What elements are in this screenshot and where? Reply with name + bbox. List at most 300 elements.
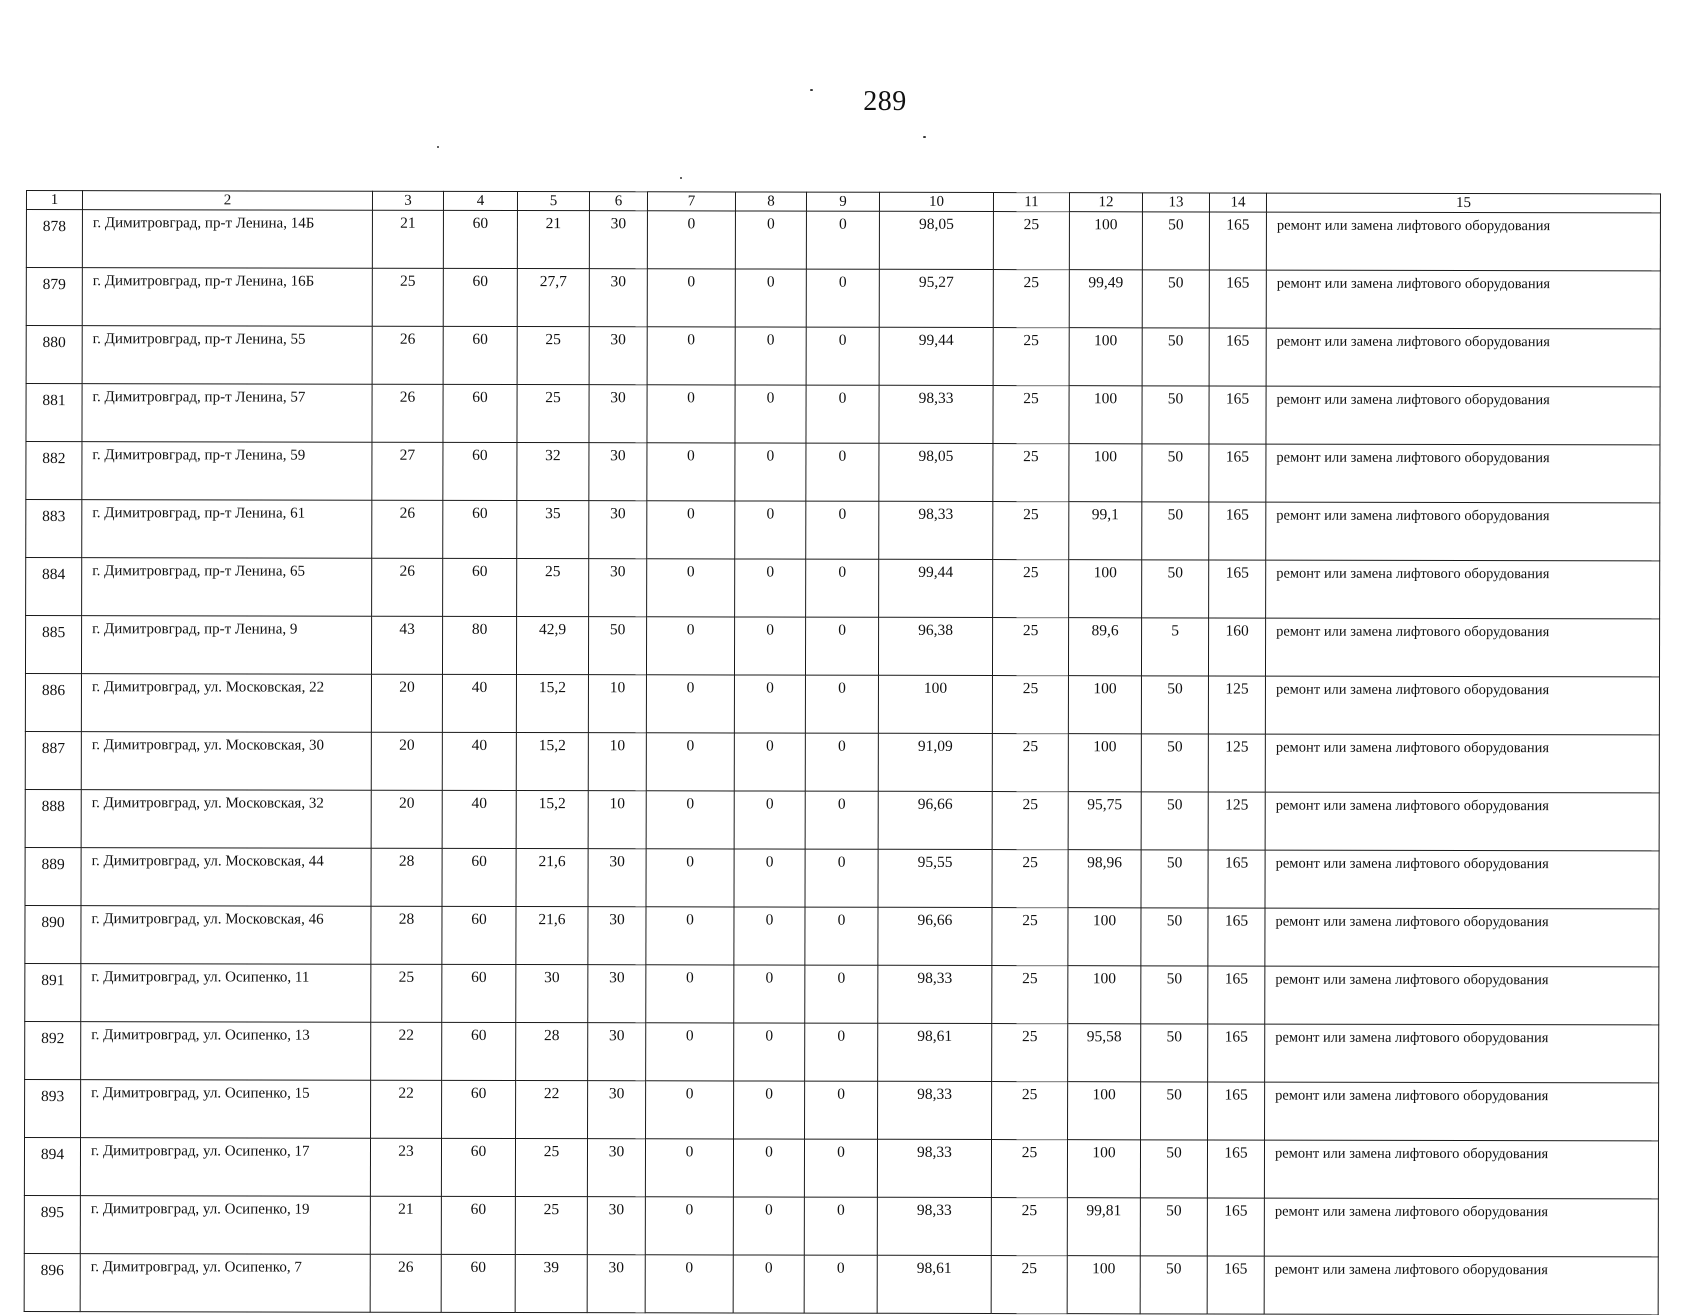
work-type-cell: ремонт или замена лифтового оборудования [1264,1198,1658,1257]
col13-cell: 50 [1142,328,1209,386]
col6-cell: 30 [589,559,647,617]
col10-cell: 91,09 [878,733,992,791]
col12-cell: 99,49 [1069,270,1142,328]
col4-cell: 60 [443,500,517,558]
col12-cell: 100 [1067,1256,1140,1314]
col9-cell: 0 [806,211,879,269]
col13-cell: 50 [1142,212,1209,270]
col11-cell: 25 [993,444,1069,502]
col9-cell: 0 [805,1023,878,1081]
col9-cell: 0 [805,733,878,791]
col5-cell: 25 [517,327,589,385]
col13-cell: 50 [1141,676,1208,734]
scan-speck [437,146,439,148]
col10-cell: 96,66 [878,907,992,965]
col7-cell: 0 [646,733,734,791]
work-type-cell: ремонт или замена лифтового оборудования [1265,850,1659,909]
address-cell: г. Димитровград, ул. Московская, 46 [81,906,371,965]
col12-cell: 98,96 [1068,850,1141,908]
col4-cell: 60 [441,1196,515,1254]
col5-cell: 15,2 [516,675,588,733]
col12-cell: 89,6 [1068,618,1141,676]
col12-cell: 95,58 [1068,1024,1141,1082]
col9-cell: 0 [804,1255,877,1313]
col14-cell: 165 [1208,850,1265,908]
table-row [26,500,1660,561]
address-cell: г. Димитровград, ул. Московская, 30 [81,732,371,791]
col13-cell: 50 [1141,850,1208,908]
column-header-12: 12 [1069,193,1142,212]
address-cell: г. Димитровград, пр-т Ленина, 65 [82,558,372,617]
address-cell: г. Димитровград, ул. Московская, 32 [81,790,371,849]
column-header-14: 14 [1209,193,1266,212]
col12-cell: 99,1 [1069,502,1142,560]
col12-cell: 100 [1069,444,1142,502]
col4-cell: 80 [442,616,516,674]
col10-cell: 98,05 [879,443,993,501]
table-row [26,442,1660,503]
col11-cell: 25 [991,1198,1067,1256]
scan-speck [680,177,682,179]
col4-cell: 60 [441,1138,515,1196]
col6-cell: 50 [588,617,646,675]
col11-cell: 25 [992,966,1068,1024]
col5-cell: 15,2 [516,791,588,849]
row-number-cell: 893 [25,1079,81,1137]
work-type-cell: ремонт или замена лифтового оборудования [1265,1024,1659,1083]
col10-cell: 98,33 [878,1081,992,1139]
address-cell: г. Димитровград, пр-т Ленина, 55 [82,326,372,385]
col5-cell: 25 [515,1197,587,1255]
col5-cell: 27,7 [517,269,589,327]
col14-cell: 165 [1209,386,1266,444]
address-cell: г. Димитровград, ул. Осипенко, 17 [80,1138,370,1197]
col10-cell: 96,66 [878,791,992,849]
col10-cell: 95,55 [878,849,992,907]
col5-cell: 25 [517,385,589,443]
table-row [25,905,1659,966]
col14-cell: 165 [1208,1024,1265,1082]
col12-cell: 95,75 [1068,792,1141,850]
column-header-13: 13 [1142,193,1209,212]
col11-cell: 25 [993,328,1069,386]
col13-cell: 50 [1140,1140,1207,1198]
col3-cell: 23 [370,1138,441,1196]
col3-cell: 28 [371,906,442,964]
col5-cell: 21,6 [516,907,588,965]
col6-cell: 30 [587,1255,645,1313]
work-type-cell: ремонт или замена лифтового оборудования [1266,328,1660,387]
row-number-cell: 880 [26,326,82,384]
col5-cell: 30 [516,965,588,1023]
col5-cell: 22 [516,1081,588,1139]
col11-cell: 25 [991,1256,1067,1314]
data-table-container [24,190,1660,1315]
col11-cell: 25 [992,908,1068,966]
col14-cell: 165 [1209,444,1266,502]
col9-cell: 0 [806,501,879,559]
col12-cell: 100 [1069,386,1142,444]
col6-cell: 30 [588,849,646,907]
col8-cell: 0 [735,385,806,443]
table-row [24,1195,1658,1256]
col13-cell: 50 [1142,560,1209,618]
col10-cell: 98,61 [877,1255,991,1313]
col10-cell: 98,05 [879,211,993,269]
col7-cell: 0 [646,1081,734,1139]
table-row [25,1021,1659,1082]
col14-cell: 165 [1209,560,1266,618]
row-number-cell: 889 [25,847,81,905]
table-row [26,268,1660,329]
col3-cell: 22 [371,1080,442,1138]
col10-cell: 98,33 [879,501,993,559]
col14-cell: 165 [1207,1256,1264,1314]
table-row [25,963,1659,1024]
col6-cell: 30 [589,327,647,385]
col6-cell: 10 [588,675,646,733]
row-number-cell: 894 [24,1137,80,1195]
table-row [25,847,1659,908]
work-type-cell: ремонт или замена лифтового оборудования [1264,1256,1658,1315]
col6-cell: 30 [589,501,647,559]
col13-cell: 50 [1141,792,1208,850]
row-number-cell: 879 [26,268,82,326]
col8-cell: 0 [734,791,805,849]
col9-cell: 0 [806,559,879,617]
col6-cell: 30 [587,1139,645,1197]
col10-cell: 98,33 [877,1139,991,1197]
col4-cell: 40 [442,732,516,790]
col7-cell: 0 [647,211,735,269]
col7-cell: 0 [646,907,734,965]
address-cell: г. Димитровград, ул. Осипенко, 7 [80,1254,370,1313]
column-header-4: 4 [443,191,517,210]
col12-cell: 100 [1068,1082,1141,1140]
col14-cell: 165 [1209,212,1266,270]
col4-cell: 60 [443,326,517,384]
column-header-6: 6 [589,192,647,211]
col14-cell: 125 [1208,734,1265,792]
table-row [26,384,1660,445]
table-row [25,1079,1659,1140]
col13-cell: 50 [1141,908,1208,966]
col6-cell: 30 [588,1023,646,1081]
col5-cell: 32 [517,443,589,501]
scan-speck [923,136,926,138]
col7-cell: 0 [646,617,734,675]
address-cell: г. Димитровград, пр-т Ленина, 14Б [82,210,372,269]
col3-cell: 25 [372,268,443,326]
work-type-cell: ремонт или замена лифтового оборудования [1265,734,1659,793]
work-type-cell: ремонт или замена лифтового оборудования [1265,676,1659,735]
col7-cell: 0 [647,327,735,385]
col11-cell: 25 [993,270,1069,328]
col12-cell: 99,81 [1067,1198,1140,1256]
col5-cell: 21 [517,211,589,269]
row-number-cell: 886 [25,674,81,732]
address-cell: г. Димитровград, пр-т Ленина, 16Б [82,268,372,327]
col11-cell: 25 [993,386,1069,444]
col14-cell: 165 [1209,270,1266,328]
work-type-cell: ремонт или замена лифтового оборудования [1266,502,1660,561]
col8-cell: 0 [735,211,806,269]
col8-cell: 0 [734,1023,805,1081]
col11-cell: 25 [993,502,1069,560]
row-number-cell: 895 [24,1195,80,1253]
col3-cell: 26 [370,1254,441,1312]
col9-cell: 0 [805,907,878,965]
col8-cell: 0 [734,965,805,1023]
col3-cell: 25 [371,964,442,1022]
col5-cell: 42,9 [516,617,588,675]
col12-cell: 100 [1068,908,1141,966]
row-number-cell: 888 [25,789,81,847]
table-row [26,558,1660,619]
address-cell: г. Димитровград, ул. Осипенко, 15 [81,1080,371,1139]
col3-cell: 26 [372,558,443,616]
col7-cell: 0 [647,501,735,559]
col12-cell: 100 [1068,734,1141,792]
col10-cell: 99,44 [879,327,993,385]
col7-cell: 0 [647,443,735,501]
col11-cell: 25 [992,792,1068,850]
col6-cell: 30 [588,907,646,965]
col9-cell: 0 [806,443,879,501]
col5-cell: 15,2 [516,733,588,791]
col5-cell: 28 [516,1023,588,1081]
col13-cell: 50 [1141,734,1208,792]
col6-cell: 10 [588,733,646,791]
col4-cell: 60 [441,1254,515,1312]
row-number-cell: 890 [25,905,81,963]
col9-cell: 0 [804,1197,877,1255]
col13-cell: 5 [1141,618,1208,676]
col10-cell: 95,27 [879,269,993,327]
column-header-15: 15 [1266,193,1660,213]
table-row [26,210,1660,271]
col12-cell: 100 [1069,328,1142,386]
col7-cell: 0 [646,1023,734,1081]
column-header-3: 3 [372,191,443,210]
address-cell: г. Димитровград, ул. Осипенко, 11 [81,964,371,1023]
work-type-cell: ремонт или замена лифтового оборудования [1264,1140,1658,1199]
col3-cell: 20 [371,790,442,848]
address-cell: г. Димитровград, ул. Осипенко, 19 [80,1196,370,1255]
col4-cell: 60 [443,384,517,442]
column-header-9: 9 [806,192,879,211]
table-body [24,210,1660,1315]
col7-cell: 0 [646,791,734,849]
col8-cell: 0 [734,907,805,965]
col13-cell: 50 [1141,1082,1208,1140]
col12-cell: 100 [1069,560,1142,618]
column-header-5: 5 [517,192,589,211]
table-row [25,731,1659,792]
work-type-cell: ремонт или замена лифтового оборудования [1266,560,1660,619]
col13-cell: 50 [1140,1256,1207,1314]
col6-cell: 30 [588,965,646,1023]
col8-cell: 0 [735,559,806,617]
work-type-cell: ремонт или замена лифтового оборудования [1266,212,1660,271]
col11-cell: 25 [993,560,1069,618]
column-header-1: 1 [26,191,82,210]
col4-cell: 40 [442,674,516,732]
col7-cell: 0 [646,849,734,907]
col3-cell: 43 [371,616,442,674]
col13-cell: 50 [1141,1024,1208,1082]
col13-cell: 50 [1142,270,1209,328]
col7-cell: 0 [646,965,734,1023]
col13-cell: 50 [1141,966,1208,1024]
col12-cell: 100 [1068,966,1141,1024]
col14-cell: 165 [1209,502,1266,560]
work-type-cell: ремонт или замена лифтового оборудования [1265,908,1659,967]
address-cell: г. Димитровград, пр-т Ленина, 61 [82,500,372,559]
col4-cell: 60 [442,1080,516,1138]
work-type-cell: ремонт или замена лифтового оборудования [1265,966,1659,1025]
col4-cell: 60 [443,558,517,616]
column-header-8: 8 [735,192,806,211]
col9-cell: 0 [806,269,879,327]
col7-cell: 0 [645,1255,733,1313]
col3-cell: 26 [372,326,443,384]
row-number-cell: 896 [24,1253,80,1311]
row-number-cell: 882 [26,442,82,500]
col8-cell: 0 [735,443,806,501]
work-type-cell: ремонт или замена лифтового оборудования [1265,1082,1659,1141]
col12-cell: 100 [1067,1140,1140,1198]
col8-cell: 0 [734,617,805,675]
col10-cell: 98,33 [877,1197,991,1255]
table-row [26,326,1660,387]
col12-cell: 100 [1068,676,1141,734]
col10-cell: 99,44 [879,559,993,617]
col5-cell: 25 [517,559,589,617]
col11-cell: 25 [992,1024,1068,1082]
row-number-cell: 881 [26,384,82,442]
col9-cell: 0 [805,849,878,907]
row-number-cell: 883 [26,500,82,558]
col9-cell: 0 [806,327,879,385]
row-number-cell: 887 [25,731,81,789]
col9-cell: 0 [805,791,878,849]
col4-cell: 60 [443,268,517,326]
col10-cell: 96,38 [878,617,992,675]
col14-cell: 125 [1208,792,1265,850]
col5-cell: 21,6 [516,849,588,907]
col14-cell: 165 [1207,1198,1264,1256]
address-cell: г. Димитровград, ул. Московская, 44 [81,848,371,907]
col6-cell: 10 [588,791,646,849]
col13-cell: 50 [1142,386,1209,444]
page-number: 289 [863,86,907,117]
col4-cell: 60 [442,964,516,1022]
work-type-cell: ремонт или замена лифтового оборудования [1265,792,1659,851]
col10-cell: 98,33 [878,965,992,1023]
col5-cell: 25 [515,1139,587,1197]
col4-cell: 60 [442,848,516,906]
col8-cell: 0 [734,675,805,733]
address-cell: г. Димитровград, пр-т Ленина, 57 [82,384,372,443]
table-row [25,616,1659,677]
col7-cell: 0 [647,559,735,617]
col3-cell: 22 [371,1022,442,1080]
col3-cell: 27 [372,442,443,500]
col14-cell: 165 [1208,1082,1265,1140]
col8-cell: 0 [733,1255,804,1313]
data-table [24,190,1661,1315]
col9-cell: 0 [805,617,878,675]
col4-cell: 60 [442,1022,516,1080]
column-header-7: 7 [647,192,735,211]
col8-cell: 0 [735,327,806,385]
col6-cell: 30 [587,1197,645,1255]
col3-cell: 21 [372,210,443,268]
row-number-cell: 891 [25,963,81,1021]
address-cell: г. Димитровград, ул. Московская, 22 [81,674,371,733]
col4-cell: 60 [442,906,516,964]
col7-cell: 0 [646,675,734,733]
table-row [25,789,1659,850]
work-type-cell: ремонт или замена лифтового оборудования [1265,618,1659,677]
col7-cell: 0 [645,1139,733,1197]
address-cell: г. Димитровград, пр-т Ленина, 9 [81,616,371,675]
col6-cell: 30 [589,443,647,501]
col3-cell: 28 [371,848,442,906]
col11-cell: 25 [991,1140,1067,1198]
col3-cell: 26 [372,500,443,558]
col3-cell: 26 [372,384,443,442]
col9-cell: 0 [805,675,878,733]
table-row [24,1253,1658,1314]
col13-cell: 50 [1140,1198,1207,1256]
col14-cell: 165 [1208,966,1265,1024]
col5-cell: 39 [515,1255,587,1313]
col11-cell: 25 [992,734,1068,792]
col11-cell: 25 [992,850,1068,908]
col6-cell: 30 [588,1081,646,1139]
col4-cell: 60 [443,442,517,500]
col7-cell: 0 [647,385,735,443]
col3-cell: 20 [371,674,442,732]
col5-cell: 35 [517,501,589,559]
col6-cell: 30 [589,269,647,327]
col8-cell: 0 [735,501,806,559]
col8-cell: 0 [735,269,806,327]
col14-cell: 165 [1209,328,1266,386]
col13-cell: 50 [1142,502,1209,560]
col12-cell: 100 [1069,212,1142,270]
col10-cell: 98,61 [878,1023,992,1081]
col8-cell: 0 [734,849,805,907]
column-header-11: 11 [993,193,1069,212]
col11-cell: 25 [993,212,1069,270]
column-header-2: 2 [82,191,372,211]
row-number-cell: 885 [25,616,81,674]
work-type-cell: ремонт или замена лифтового оборудования [1266,270,1660,329]
col9-cell: 0 [805,965,878,1023]
col3-cell: 20 [371,732,442,790]
col3-cell: 21 [370,1196,441,1254]
scan-speck [810,89,813,91]
col14-cell: 160 [1208,618,1265,676]
table-row [25,674,1659,735]
column-header-10: 10 [879,192,993,211]
col9-cell: 0 [806,385,879,443]
address-cell: г. Димитровград, ул. Осипенко, 13 [81,1022,371,1081]
col7-cell: 0 [645,1197,733,1255]
